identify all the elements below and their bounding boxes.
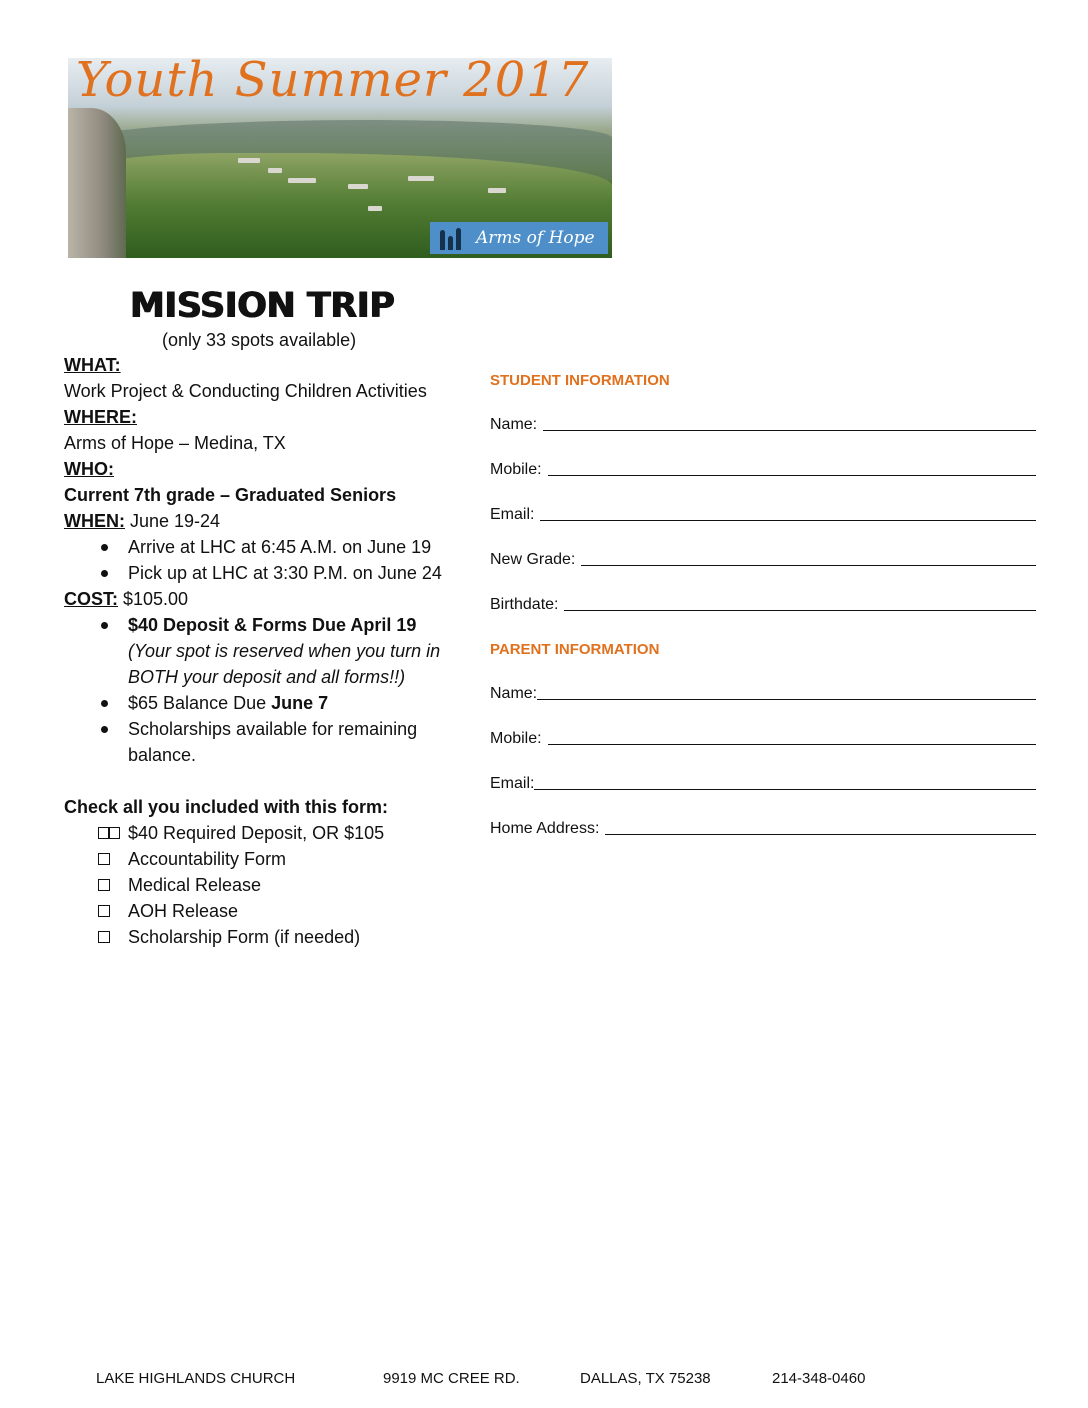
cost-label: COST:	[64, 589, 118, 609]
student-birthdate-field: Birthdate:	[490, 570, 1036, 615]
arms-of-hope-logo	[430, 222, 608, 254]
banner-rock	[68, 108, 126, 258]
where-value: Arms of Hope – Medina, TX	[64, 433, 286, 453]
checkbox[interactable]	[98, 879, 110, 891]
what-label: WHAT:	[64, 355, 121, 375]
bullet-icon	[101, 622, 108, 629]
list-item: $40 Deposit & Forms Due April 19	[64, 612, 484, 638]
student-mobile-input[interactable]	[548, 474, 1036, 476]
banner-building	[348, 184, 368, 189]
deposit-note: (Your spot is reserved when you turn in	[128, 641, 441, 661]
footer-phone: 214-348-0460	[772, 1370, 866, 1387]
list-item: Scholarships available for remaining	[64, 716, 484, 742]
banner-building	[368, 206, 382, 211]
parent-email-field: Email:	[490, 749, 1036, 794]
parent-address-field: Home Address:	[490, 794, 1036, 839]
student-name-input[interactable]	[543, 429, 1036, 431]
parent-email-input[interactable]	[534, 788, 1036, 790]
banner-building	[288, 178, 316, 183]
student-grade-input[interactable]	[581, 564, 1036, 566]
bullet-icon	[101, 570, 108, 577]
parent-mobile-field: Mobile:	[490, 704, 1036, 749]
checkbox[interactable]	[98, 853, 110, 865]
info-form	[490, 372, 1036, 839]
what-value: Work Project & Conducting Children Activities	[64, 381, 427, 401]
family-icon	[430, 222, 470, 254]
checklist-item: AOH Release	[64, 898, 484, 924]
banner-building	[488, 188, 506, 193]
list-item: $65 Balance Due June 7	[64, 690, 484, 716]
student-grade-field: New Grade:	[490, 525, 1036, 570]
student-email-input[interactable]	[540, 519, 1036, 521]
checkbox[interactable]	[98, 931, 110, 943]
parent-mobile-input[interactable]	[548, 743, 1036, 745]
when-value: June 19-24	[125, 511, 221, 531]
banner-building	[238, 158, 260, 163]
checklist-item-deposit: $40 Required Deposit, OR $105	[64, 820, 484, 846]
parent-info-heading: PARENT INFORMATION	[490, 641, 660, 658]
scholarship-note: balance.	[128, 745, 197, 765]
bullet-icon	[101, 544, 108, 551]
banner-building	[268, 168, 282, 173]
list-item: Arrive at LHC at 6:45 A.M. on June 19	[64, 534, 484, 560]
parent-name-field: Name:	[490, 659, 1036, 704]
checkbox[interactable]	[98, 905, 110, 917]
student-info-heading: STUDENT INFORMATION	[490, 372, 670, 389]
checklist-item: Accountability Form	[64, 846, 484, 872]
bullet-icon	[101, 726, 108, 733]
bullet-icon	[101, 700, 108, 707]
student-birthdate-input[interactable]	[564, 609, 1036, 611]
parent-name-input[interactable]	[537, 698, 1036, 700]
who-value: Current 7th grade – Graduated Seniors	[64, 485, 397, 505]
cost-value: $105.00	[118, 589, 189, 609]
page-subtitle: (only 33 spots available)	[162, 330, 357, 350]
checklist-item: Scholarship Form (if needed)	[64, 924, 484, 950]
page-title: MISSION TRIP	[130, 286, 395, 326]
logo-text: Arms of Hope	[476, 228, 595, 248]
where-label: WHERE:	[64, 407, 137, 427]
deposit-note: BOTH your deposit and all forms!!)	[128, 667, 406, 687]
student-name-field: Name:	[490, 390, 1036, 435]
parent-address-input[interactable]	[605, 833, 1036, 835]
banner-building	[408, 176, 434, 181]
trip-details	[64, 352, 484, 950]
student-email-field: Email:	[490, 480, 1036, 525]
checklist-heading: Check all you included with this form:	[64, 797, 389, 817]
checklist-item: Medical Release	[64, 872, 484, 898]
footer-city: DALLAS, TX 75238	[580, 1370, 711, 1387]
when-label: WHEN:	[64, 511, 125, 531]
full-payment-checkbox[interactable]	[108, 827, 120, 839]
who-label: WHO:	[64, 459, 114, 479]
list-item: Pick up at LHC at 3:30 P.M. on June 24	[64, 560, 484, 586]
footer-church: LAKE HIGHLANDS CHURCH	[96, 1370, 296, 1387]
footer-street: 9919 MC CREE RD.	[383, 1370, 520, 1387]
banner-title: Youth Summer 2017	[76, 58, 590, 108]
student-mobile-field: Mobile:	[490, 435, 1036, 480]
